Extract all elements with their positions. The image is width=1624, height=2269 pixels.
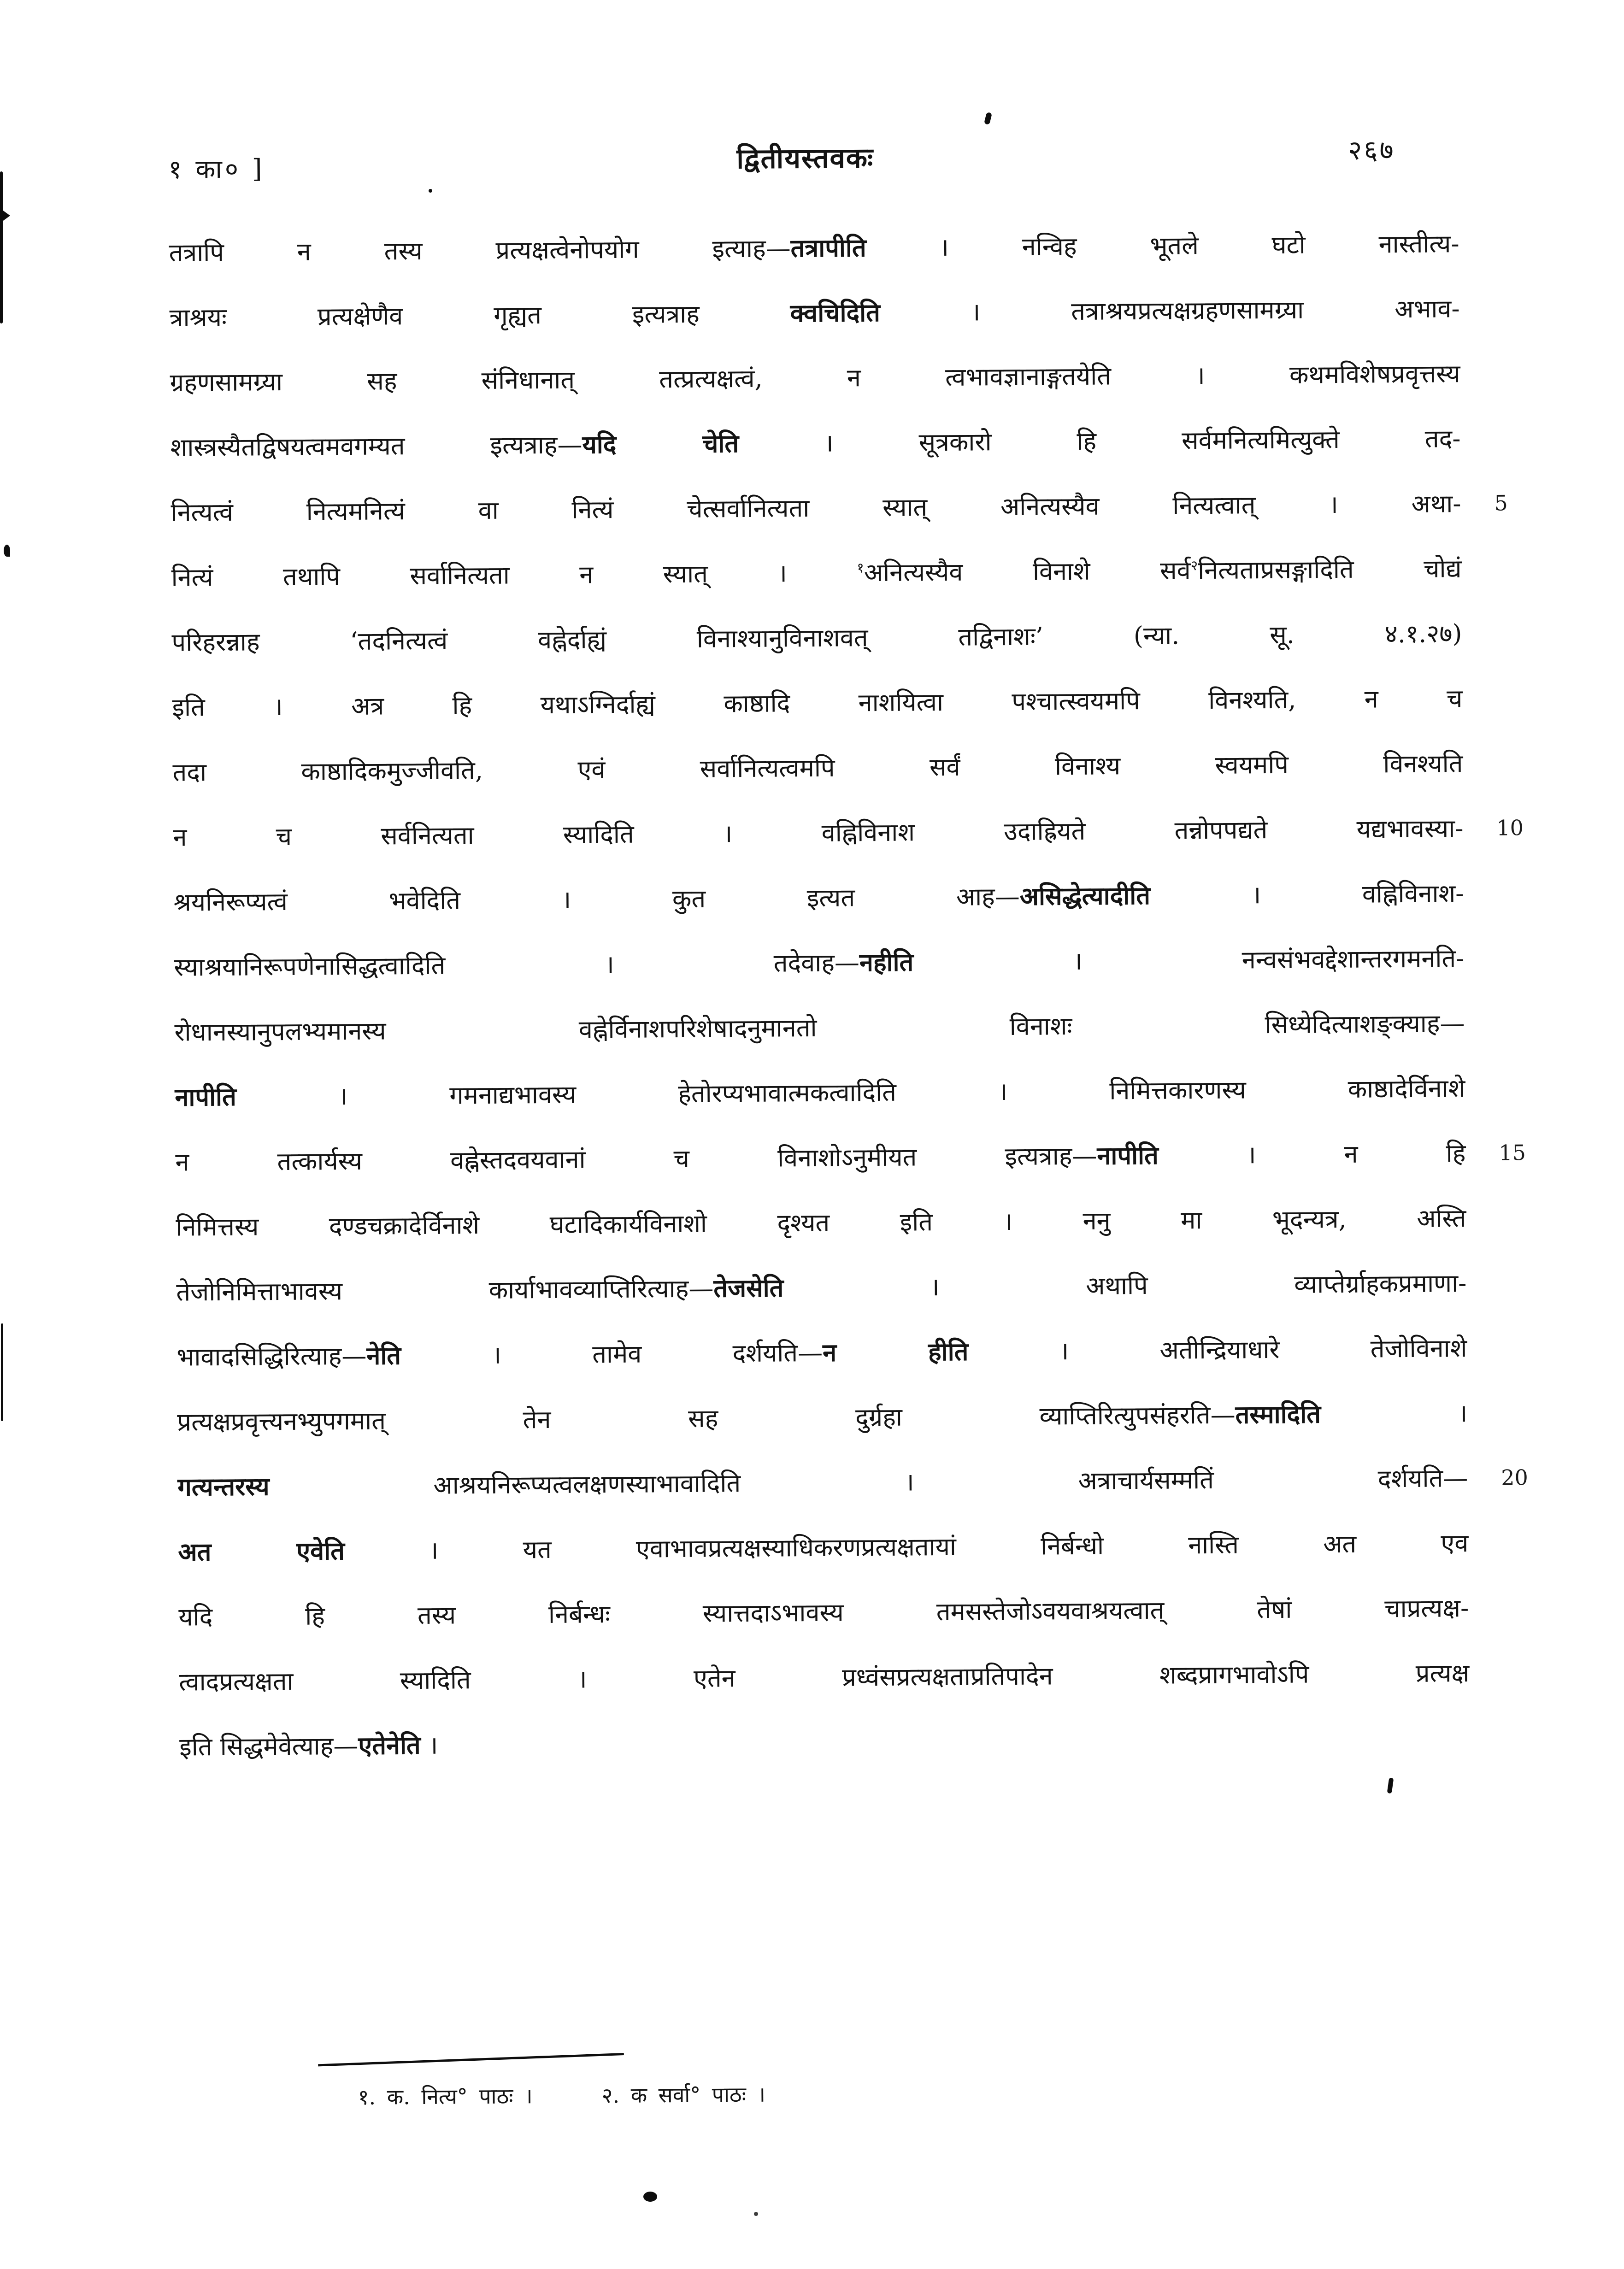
text-line: [172, 731, 1463, 805]
text-line: [175, 1121, 1526, 1195]
text-line: [173, 861, 1464, 935]
pratika-bold-text: नहीति: [859, 947, 914, 977]
scan-artifact-dot: [429, 189, 432, 193]
footnote-item: २. क सर्वा° पाठः ।: [601, 2081, 766, 2108]
line-text: त्राश्रयः प्रत्यक्षेणैव गृह्यत इत्यत्राह: [169, 299, 790, 332]
line-text: । वह्निविनाश-: [1150, 879, 1464, 910]
pratika-bold-text: क्वचिदिति: [790, 297, 881, 328]
footnote-ref-superscript: १: [857, 560, 864, 576]
line-text: ग्रहणसामग्र्या सह संनिधानात् तत्प्रत्यक्षत्वं, न त्वभावज्ञानाङ्गतयेति । कथमविशेषप्रवृत्तस्य: [170, 359, 1460, 397]
pratika-bold-text: नापीति: [1097, 1140, 1159, 1170]
pratika-bold-text: तत्रापीति: [790, 233, 866, 263]
line-text: नित्यं तथापि सर्वानित्यता न स्यात् ।: [171, 558, 857, 592]
line-text: स्याश्रयानिरूपणेनासिद्धत्वादिति । तदेवाह—: [174, 948, 860, 982]
line-number-margin: 5: [1494, 490, 1508, 516]
line-number-margin: 15: [1499, 1140, 1526, 1165]
text-line: [176, 1186, 1466, 1260]
line-text: इति । अत्र हि यथाऽग्निर्दाह्यं काष्ठादि नाशयित्वा पश्चात्स्वयमपि विनश्यति, न च: [172, 684, 1463, 722]
line-text: नित्यत्वं नित्यमनित्यं वा नित्यं चेत्सर्वानित्यता स्यात् अनित्यस्यैव नित्यत्वात् । अथा-: [171, 489, 1461, 527]
text-line: [174, 991, 1465, 1065]
body-text: [169, 211, 1529, 1779]
pratika-bold-text: नापीति: [175, 1082, 237, 1112]
pratika-bold-text: तेजसेति: [713, 1273, 784, 1303]
page-number: २६७: [1347, 134, 1395, 166]
line-text: । गमनाद्यभावस्य हेतोरप्यभावात्मकत्वादिति । निमित्तकारणस्य काष्ठादेर्विनाशे: [236, 1074, 1465, 1111]
line-text: । तत्राश्रयप्रत्यक्षग्रहणसामग्र्या अभाव-: [880, 294, 1460, 327]
line-text: । अतीन्द्रियाधारे तेजोविनाशे: [968, 1334, 1467, 1366]
line-text: । सूत्रकारो हि सर्वमनित्यमित्युक्ते तद-: [738, 424, 1461, 459]
line-text: । अथापि व्याप्तेर्ग्राहकप्रमाणा-: [783, 1269, 1467, 1303]
pratika-bold-text: नेति: [366, 1340, 401, 1370]
text-line: [173, 796, 1524, 870]
line-text: आश्रयनिरूप्यत्वलक्षणस्याभावादिति । अत्राचार्यसम्मतिं दर्शयति—: [269, 1464, 1468, 1501]
line-text: शास्त्रस्यैतद्विषयत्वमवगम्यत इत्यत्राह—: [170, 430, 583, 462]
line-text: यदि हि तस्य निर्बन्धः स्यात्तदाऽभावस्य तमसस्तेजोऽवयवाश्रयत्वात् तेषां चाप्रत्यक्ष-: [178, 1593, 1469, 1632]
footnote-item: १. क. नित्य° पाठः ।: [358, 2083, 533, 2110]
text-line: [177, 1446, 1529, 1520]
pratika-bold-text: गत्यन्तरस्य: [177, 1471, 270, 1502]
line-text: निमित्तस्य दण्डचक्रादेर्विनाशे घटादिकार्यविनाशो दृश्यत इति । ननु मा भूदन्यत्र, अस्ति: [176, 1204, 1466, 1242]
line-number-margin: 20: [1501, 1465, 1529, 1490]
scan-artifact-arrow-mark: [0, 208, 10, 223]
text-line: [179, 1705, 1470, 1780]
text-line: [169, 276, 1460, 350]
line-text: तदा काष्ठादिकमुज्जीवति, एवं सर्वानित्यत्वमपि सर्वं विनाश्य स्वयमपि विनश्यति: [172, 749, 1463, 787]
scan-artifact-left-edge-line: [0, 171, 3, 323]
line-text: । नन्वसंभवद्देशान्तरगमनति-: [913, 944, 1465, 977]
text-line: [178, 1575, 1469, 1650]
pratika-bold-text: असिद्धेत्यादीति: [1019, 880, 1151, 911]
line-text: त्वादप्रत्यक्षता स्यादिति । एतेन प्रध्वंसप्रत्यक्षताप्रतिपादेन शब्दप्रागभावोऽपि प्रत्यक्ष: [179, 1658, 1470, 1697]
text-line: [169, 211, 1459, 285]
line-text: । यत एवाभावप्रत्यक्षस्याधिकरणप्रत्यक्षतायां निर्बन्धो नास्ति अत एव: [344, 1528, 1469, 1566]
header-left-mark: १ का० ]: [168, 154, 265, 185]
scan-artifact-ink-blob: [754, 2212, 758, 2216]
line-text: तेजोनिमित्ताभावस्य कार्याभावव्याप्तिरित्याह—: [176, 1274, 714, 1307]
scan-artifact-left-edge-line: [1, 1323, 3, 1421]
line-number-margin: 10: [1496, 815, 1524, 841]
text-line: [171, 601, 1462, 675]
text-line: [177, 1316, 1467, 1390]
line-text: परिहरन्नाह ‘तदनित्यत्वं वह्नेर्दाह्यं विनाश्यानुविनाशवत् तद्विनाशः’ (न्या. सू. ४.१.२७): [171, 619, 1462, 657]
text-line: [174, 926, 1465, 1000]
scan-artifact-curl-mark: [4, 545, 10, 557]
line-text: श्रयनिरूप्यत्वं भवेदिति । कुत इत्यत आह—: [173, 882, 1020, 917]
line-text: प्रत्यक्षप्रवृत्त्यनभ्युपगमात् तेन सह दुर्ग्रहा व्याप्तिरित्युपसंहरति—: [177, 1400, 1236, 1437]
line-text: । न हि: [1158, 1139, 1466, 1170]
line-text: ।: [1320, 1399, 1468, 1429]
page-title: द्वितीयस्तवकः: [736, 142, 874, 176]
text-line: [176, 1251, 1467, 1325]
pratika-bold-text: अत एवेति: [178, 1536, 345, 1567]
line-text: न च सर्वनित्यता स्यादिति । वह्निविनाश उदाह्रियते तन्नोपपद्यते यद्यभावस्या-: [173, 814, 1464, 852]
pratika-bold-text: तस्मादिति: [1235, 1399, 1321, 1429]
footnote-items: [358, 2079, 835, 2111]
footnote-rule: [318, 2053, 624, 2066]
line-text: रोधानस्यानुपलभ्यमानस्य वह्नेर्विनाशपरिशेषादनुमानतो विनाशः सिध्येदित्याशङ्क्याह—: [174, 1009, 1465, 1047]
line-text: ।: [420, 1730, 438, 1760]
scan-artifact-ink-blob: [643, 2192, 657, 2202]
line-text: । तामेव दर्शयति—: [400, 1338, 823, 1370]
text-line: [171, 536, 1462, 610]
line-text: न तत्कार्यस्य वह्नेस्तदवयवानां च विनाशोऽनुमीयत इत्यत्राह—: [175, 1141, 1097, 1177]
line-text: तत्रापि न तस्य प्रत्यक्षत्वेनोपयोग इत्याह—: [169, 234, 791, 267]
text-line: [178, 1511, 1469, 1585]
text-line: [179, 1640, 1470, 1715]
text-line: [170, 341, 1460, 415]
line-text: अनित्यस्यैव विनाशे सर्व: [864, 556, 1191, 588]
line-text: इति सिद्धमेवेत्याह—: [179, 1731, 359, 1762]
text-line: [170, 406, 1461, 480]
pratika-bold-text: यदि चेति: [582, 429, 739, 459]
text-line: [175, 1056, 1465, 1130]
text-line: [172, 666, 1463, 740]
pratika-bold-text: न हीति: [822, 1336, 969, 1367]
footnote-ref-superscript: २: [1190, 558, 1198, 574]
text-line: [171, 471, 1508, 545]
pratika-bold-text: एतेनेति: [358, 1730, 421, 1760]
text-line: [177, 1381, 1468, 1455]
line-text: । नन्विह भूतले घटो नास्तीत्य-: [866, 229, 1459, 263]
line-text: भावादसिद्धिरित्याह—: [177, 1341, 367, 1372]
line-text: नित्यताप्रसङ्गादिति चोद्यं: [1197, 554, 1462, 585]
